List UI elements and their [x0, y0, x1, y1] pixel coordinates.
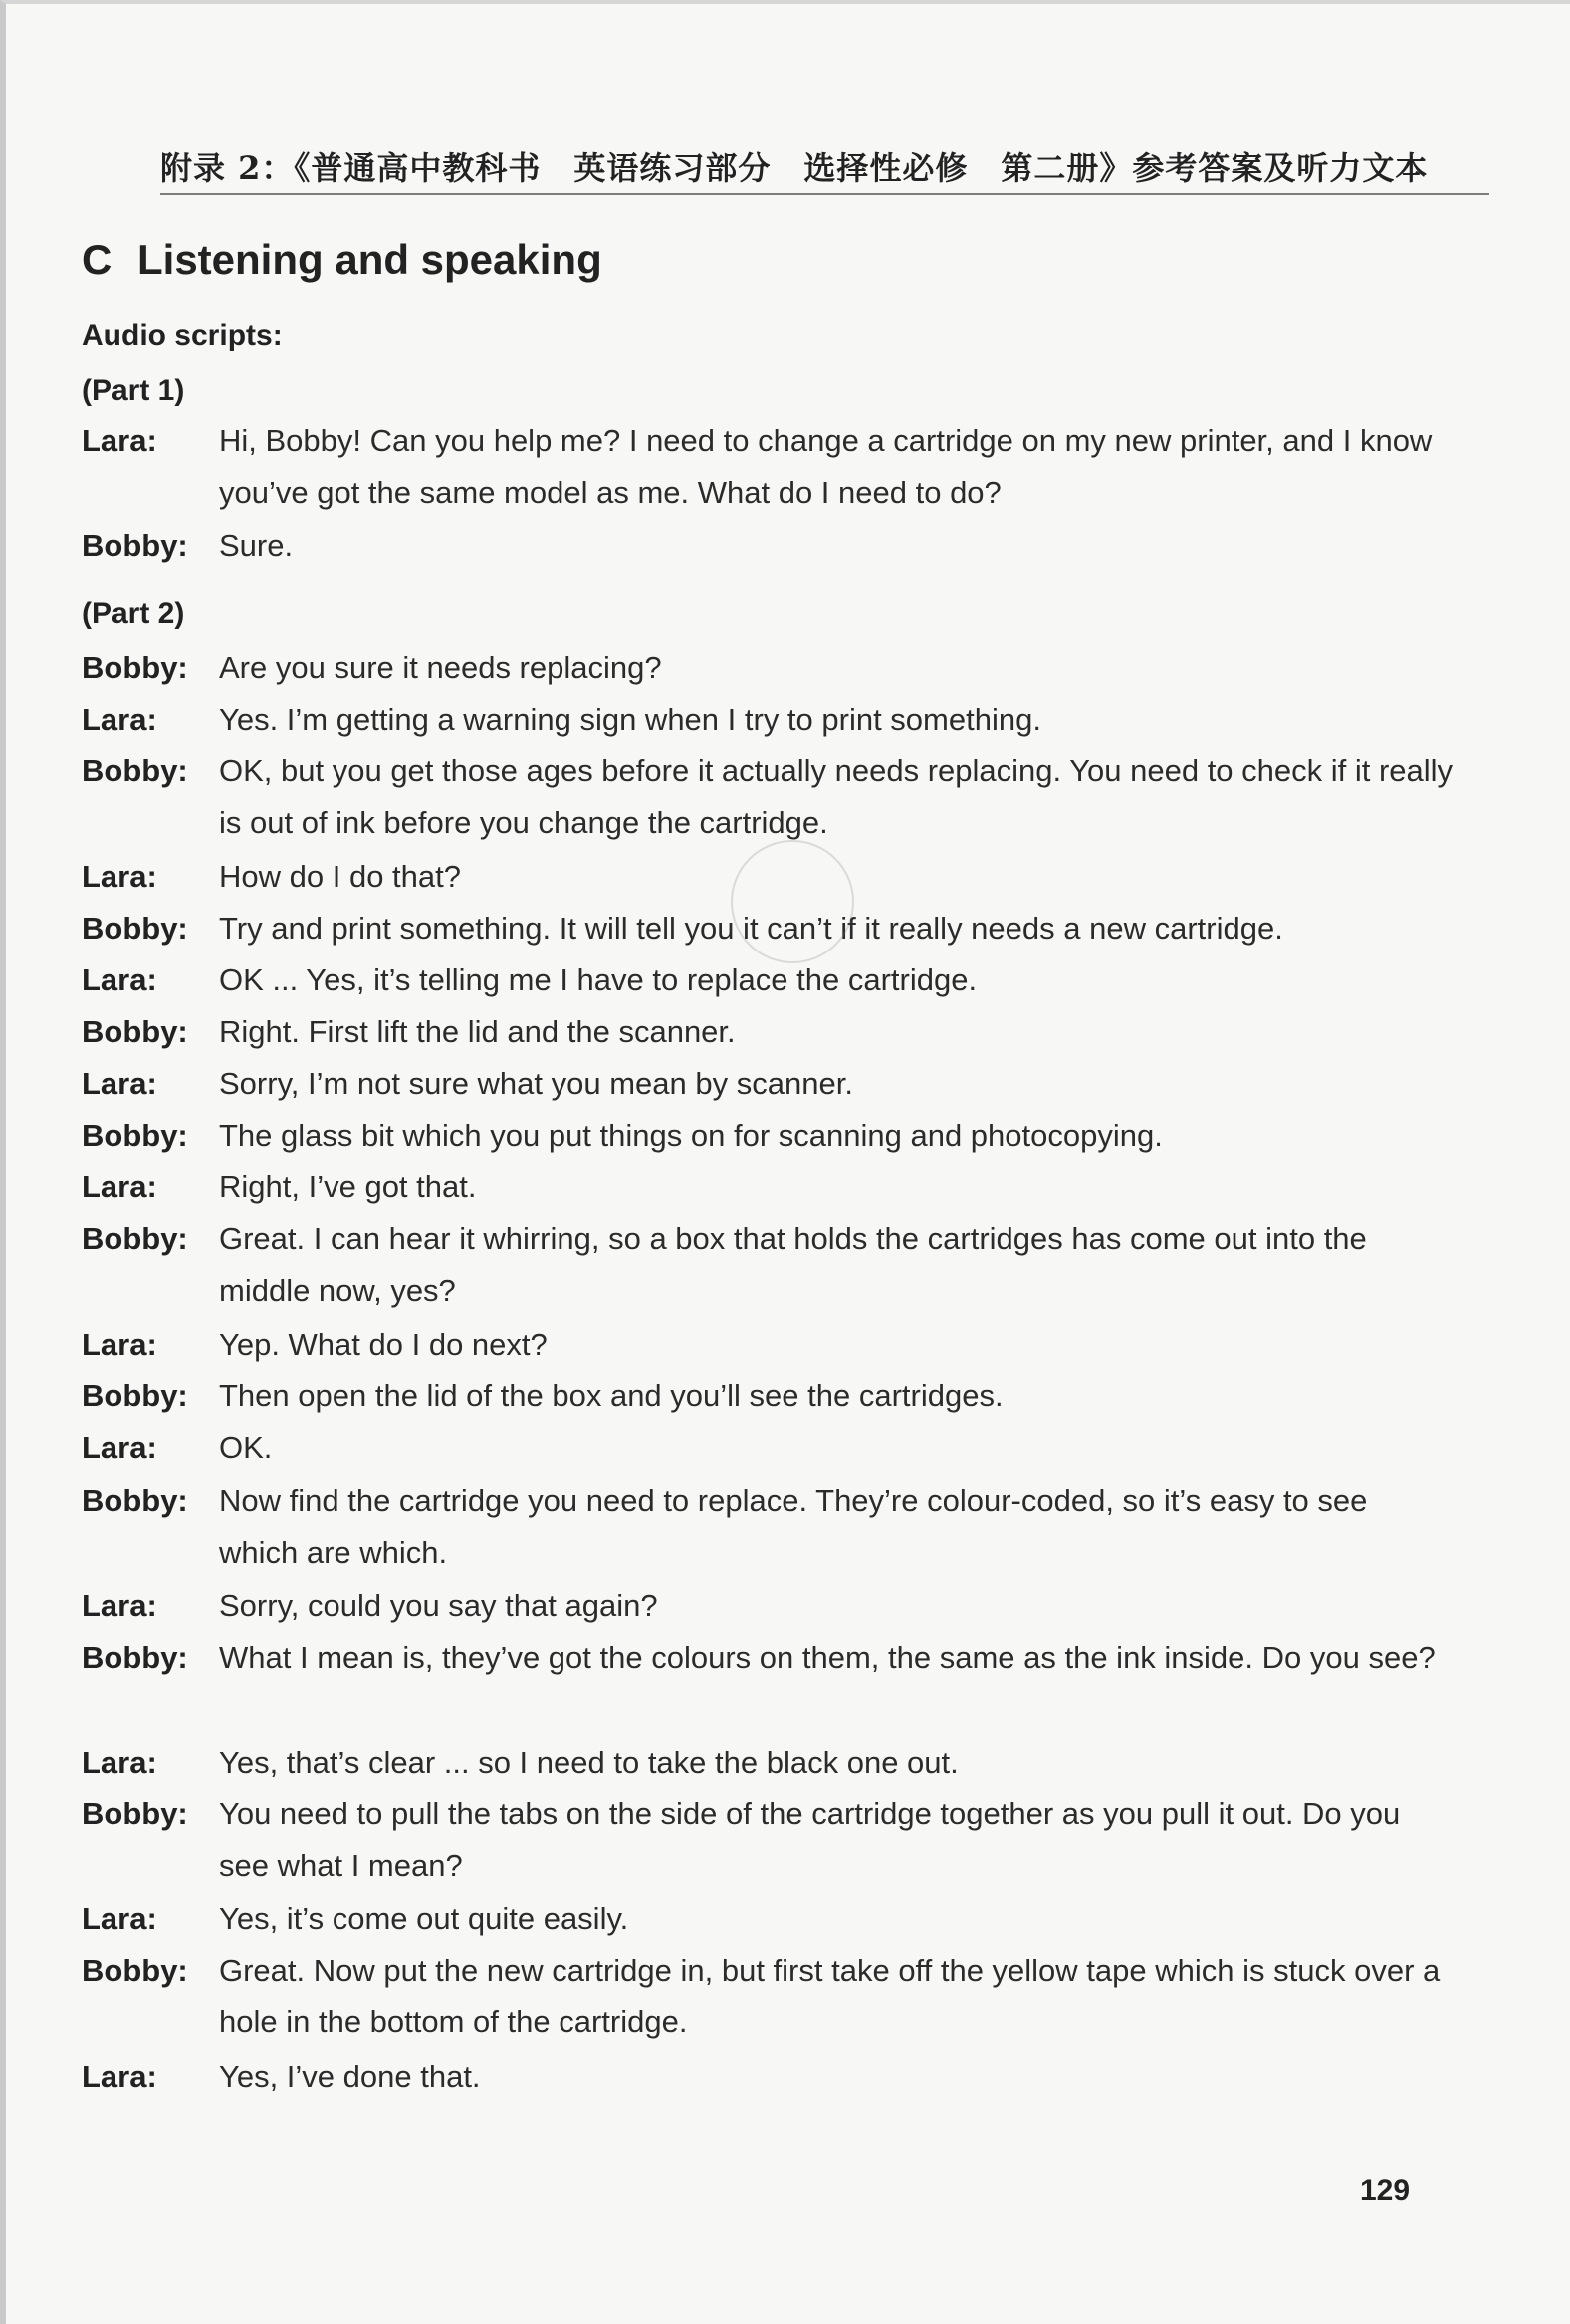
speaker-name: Lara:: [82, 2059, 157, 2094]
section-title: [82, 236, 602, 284]
dialogue-line: [82, 1006, 1406, 1058]
speaker-name: Lara:: [82, 859, 157, 894]
dialogue-text: Hi, Bobby! Can you help me? I need to change a cartridge on my new printer, and I know you’ve got the same model as me. What do I need to do?: [219, 423, 1433, 510]
speaker-name: Lara:: [82, 1588, 157, 1623]
dialogue-line: [82, 521, 1406, 572]
section-letter: C: [82, 236, 112, 283]
dialogue-line: [82, 1581, 1406, 1632]
speaker-name: Bobby:: [82, 528, 188, 563]
dialogue-text: Sorry, could you say that again?: [219, 1588, 658, 1623]
dialogue-text: Then open the lid of the box and you’ll see the cartridges.: [219, 1378, 1004, 1413]
dialogue-text: How do I do that?: [219, 859, 461, 894]
speaker-name: Bobby:: [82, 1640, 188, 1675]
section-heading: Listening and speaking: [137, 236, 602, 283]
speaker-name: Bobby:: [82, 1014, 188, 1049]
part1-label: (Part 1): [82, 374, 185, 407]
dialogue-text: You need to pull the tabs on the side of the cartridge together as you pull it out. Do you see what I mean?: [219, 1796, 1401, 1883]
dialogue-text: Great. I can hear it whirring, so a box that holds the cartridges has come out into the middle now, yes?: [219, 1221, 1367, 1308]
speaker-name: Bobby:: [82, 911, 188, 946]
dialogue-line: [82, 2051, 1406, 2103]
speaker-name: Lara:: [82, 962, 157, 997]
speaker-name: Lara:: [82, 702, 157, 737]
dialogue-text: OK ... Yes, it’s telling me I have to replace the cartridge.: [219, 962, 978, 997]
dialogue-line: [82, 415, 1433, 519]
audio-scripts-label: Audio scripts:: [82, 319, 283, 352]
dialogue-line: [82, 1422, 1406, 1474]
dialogue-text: Are you sure it needs replacing?: [219, 650, 662, 685]
speaker-name: Lara:: [82, 1745, 157, 1780]
dialogue-line: [82, 851, 1406, 903]
dialogue-line: [82, 1475, 1406, 1579]
dialogue-text: Great. Now put the new cartridge in, but first take off the yellow tape which is stuck over a hole in the bottom of the cartridge.: [219, 1953, 1441, 2039]
dialogue-text: The glass bit which you put things on for scanning and photocopying.: [219, 1118, 1163, 1153]
speaker-name: Bobby:: [82, 1483, 188, 1518]
dialogue-text: OK, but you get those ages before it actually needs replacing. You need to check if it really is out of ink before you change the cartridge.: [219, 753, 1454, 840]
speaker-name: Lara:: [82, 423, 157, 458]
speaker-name: Bobby:: [82, 1378, 188, 1413]
speaker-name: Lara:: [82, 1169, 157, 1204]
dialogue-text: OK.: [219, 1430, 273, 1465]
dialogue-line: [82, 1893, 1406, 1945]
speaker-name: Lara:: [82, 1430, 157, 1465]
dialogue-text: Right, I’ve got that.: [219, 1169, 477, 1204]
dialogue-text: Sorry, I’m not sure what you mean by scanner.: [219, 1066, 853, 1101]
dialogue-line: [82, 1319, 1406, 1371]
running-header: 附录 2：《普通高中教科书 英语练习部分 选择性必修 第二册》参考答案及听力文本: [160, 143, 1489, 195]
speaker-name: Bobby:: [82, 1953, 188, 1988]
dialogue-text: Try and print something. It will tell you it can’t if it really needs a new cartridge.: [219, 911, 1283, 946]
dialogue-line: [82, 1632, 1436, 1684]
dialogue-line: [82, 1789, 1406, 1892]
dialogue-line: [82, 1945, 1441, 2048]
dialogue-line: [82, 1110, 1406, 1162]
speaker-name: Bobby:: [82, 1221, 188, 1256]
dialogue-text: Yes, it’s come out quite easily.: [219, 1901, 629, 1936]
dialogue-line: [82, 1162, 1406, 1213]
dialogue-line: [82, 745, 1454, 849]
dialogue-text: Now find the cartridge you need to replace. They’re colour-coded, so it’s easy to see which are which.: [219, 1483, 1368, 1570]
speaker-name: Bobby:: [82, 1118, 188, 1153]
speaker-name: Lara:: [82, 1327, 157, 1362]
dialogue-text: Yes, that’s clear ... so I need to take the black one out.: [219, 1745, 959, 1780]
speaker-name: Bobby:: [82, 753, 188, 788]
dialogue-text: Sure.: [219, 528, 294, 563]
dialogue-line: [82, 954, 1406, 1006]
dialogue-text: Yes. I’m getting a warning sign when I try to print something.: [219, 702, 1041, 737]
dialogue-text: Right. First lift the lid and the scanner.: [219, 1014, 736, 1049]
dialogue-line: [82, 903, 1406, 954]
dialogue-text: Yes, I’ve done that.: [219, 2059, 481, 2094]
page-number: 129: [1360, 2174, 1411, 2207]
speaker-name: Bobby:: [82, 650, 188, 685]
part2-label: (Part 2): [82, 597, 185, 630]
dialogue-line: [82, 1737, 1406, 1789]
dialogue-line: [82, 642, 1406, 694]
speaker-name: Lara:: [82, 1901, 157, 1936]
dialogue-text: Yep. What do I do next?: [219, 1327, 548, 1362]
dialogue-line: [82, 1213, 1406, 1317]
speaker-name: Bobby:: [82, 1796, 188, 1831]
dialogue-text: What I mean is, they’ve got the colours on them, the same as the ink inside. Do you see?: [219, 1640, 1436, 1675]
dialogue-line: [82, 694, 1406, 745]
dialogue-line: [82, 1058, 1406, 1110]
dialogue-line: [82, 1371, 1406, 1422]
speaker-name: Lara:: [82, 1066, 157, 1101]
